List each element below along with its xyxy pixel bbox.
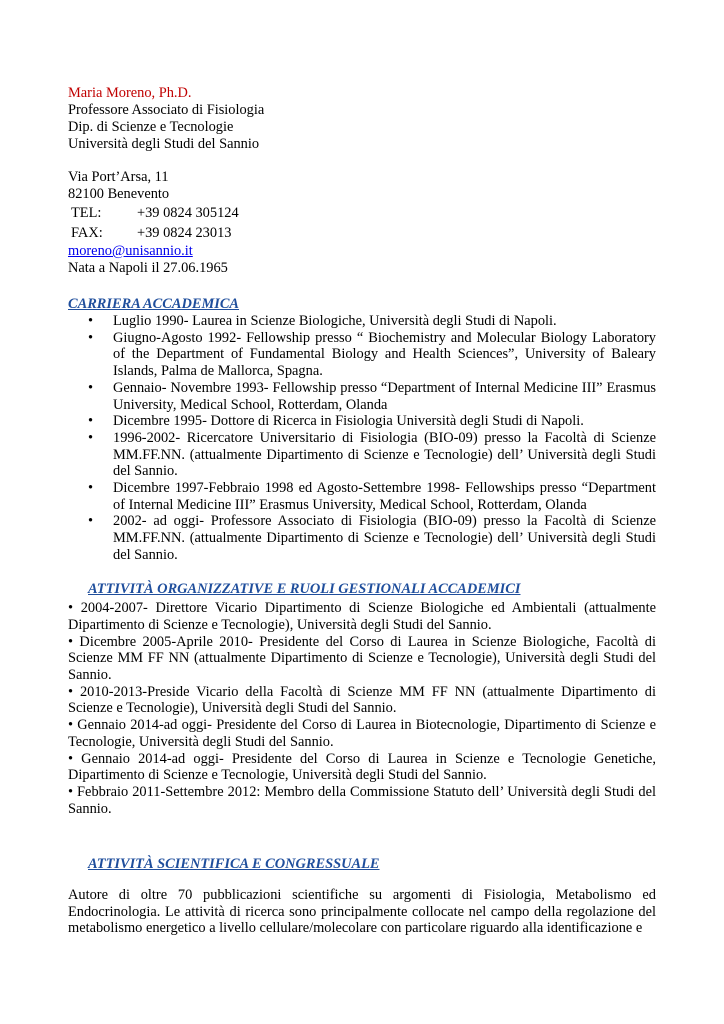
bullet: •: [88, 313, 94, 329]
phone-row: [68, 203, 264, 223]
bullet: •: [88, 429, 94, 446]
bullet: •: [88, 413, 94, 430]
contact-header: [68, 85, 264, 277]
author-department: Dip. di Scienze e Tecnologie: [68, 119, 234, 135]
career-heading: CARRIERA ACCADEMICA: [68, 296, 240, 312]
organizational-list: [68, 600, 656, 818]
scientific-heading: ATTIVITÀ SCIENTIFICA E CONGRESSUALE: [88, 856, 380, 872]
list-item: [68, 413, 656, 430]
bullet: •: [88, 513, 94, 530]
career-item-text: Gennaio- Novembre 1993- Fellowship presso “Department of Internal Medicine III” Erasmus University, Medical School, Rotterdam, Olanda: [113, 379, 656, 413]
list-item: • Gennaio 2014-ad oggi- Presidente del Corso di Laurea in Scienze e Tecnologie Genetiche, Dipartimento di Scienze e Tecnologie, Università degli Studi del Sannio.: [68, 750, 656, 784]
career-item-text: Dicembre 1995- Dottore di Ricerca in Fisiologia Università degli Studi di Napoli.: [113, 413, 584, 430]
career-list: [68, 313, 656, 564]
author-title: Professore Associato di Fisiologia: [68, 102, 265, 118]
author-name: Maria Moreno, Ph.D.: [68, 85, 192, 101]
author-university: Università degli Studi del Sannio: [68, 136, 260, 152]
list-item: [68, 430, 656, 480]
fax-row: [68, 223, 264, 243]
list-item: • Febbraio 2011-Settembre 2012: Membro della Commissione Statuto dell’ Università degli Studi del Sannio.: [68, 784, 656, 817]
scientific-paragraph: Autore di oltre 70 pubblicazioni scientifiche su argomenti di Fisiologia, Metabolismo ed Endocrinologia. Le attività di ricerca sono principalmente collocate nel campo della regolazione del metabolismo energetico a livello cellulare/molecolare con particolare riguardo alla identificazione e: [68, 887, 656, 937]
fax-value: +39 0824 23013: [137, 225, 232, 241]
career-item-text: Giugno-Agosto 1992- Fellowship presso “ Biochemistry and Molecular Biology Laboratory of the Department of Fundamental Biology and Health Sciences”, University of Baleary Islands, Palma de Mallorca, Spagna.: [113, 329, 656, 380]
list-item: • Dicembre 2005-Aprile 2010- Presidente del Corso di Laurea in Scienze Biologiche, Facoltà di Scienze MM FF NN (attualmente Dipartimento di Scienze e Tecnologie), Università degli Studi del Sannio.: [68, 633, 656, 683]
list-item: [68, 313, 656, 330]
career-item-text: Luglio 1990- Laurea in Scienze Biologiche, Università degli Studi di Napoli.: [113, 313, 557, 329]
career-item-text: Dicembre 1997-Febbraio 1998 ed Agosto-Settembre 1998- Fellowships presso “Department of Internal Medicine III” Erasmus University, Medical School, Rotterdam, Olanda: [113, 480, 656, 513]
email-link[interactable]: moreno@unisannio.it: [68, 243, 193, 259]
list-item: • Gennaio 2014-ad oggi- Presidente del Corso di Laurea in Biotecnologie, Dipartimento di Scienze e Tecnologie, Università degli Studi del Sannio.: [68, 717, 656, 750]
list-item: [68, 330, 656, 380]
address-street: Via Port’Arsa, 11: [68, 169, 169, 185]
birth-info: Nata a Napoli il 27.06.1965: [68, 260, 228, 276]
phone-label: TEL:: [71, 205, 102, 221]
career-item-text: 1996-2002- Ricercatore Universitario di Fisiologia (BIO-09) presso la Facoltà di Scienze MM.FF.NN. (attualmente Dipartimento di Scienze e Tecnologie) dell’ Università degli Studi del Sannio.: [113, 429, 656, 480]
list-item: [68, 380, 656, 413]
list-item: • 2004-2007- Direttore Vicario Dipartimento di Scienze Biologiche ed Ambientali (attualmente Dipartimento di Scienze e Tecnologie), Università degli Studi del Sannio.: [68, 600, 656, 633]
fax-label: FAX:: [71, 225, 103, 241]
list-item: • 2010-2013-Preside Vicario della Facoltà di Scienze MM FF NN (attualmente Dipartimento di Scienze e Tecnologie), Università degli Studi del Sannio.: [68, 683, 656, 717]
phone-value: +39 0824 305124: [137, 205, 239, 221]
organizational-heading: ATTIVITÀ ORGANIZZATIVE E RUOLI GESTIONALI ACCADEMICI: [88, 581, 521, 597]
bullet: •: [88, 329, 94, 346]
bullet: •: [88, 379, 94, 396]
list-item: [68, 513, 656, 563]
address-city: 82100 Benevento: [68, 186, 170, 202]
bullet: •: [88, 480, 94, 497]
career-item-text: 2002- ad oggi- Professore Associato di Fisiologia (BIO-09) presso la Facoltà di Scienze MM.FF.NN. (attualmente Dipartimento di Scienze e Tecnologie) dell’ Università degli Studi del Sannio.: [113, 513, 656, 563]
list-item: [68, 480, 656, 513]
